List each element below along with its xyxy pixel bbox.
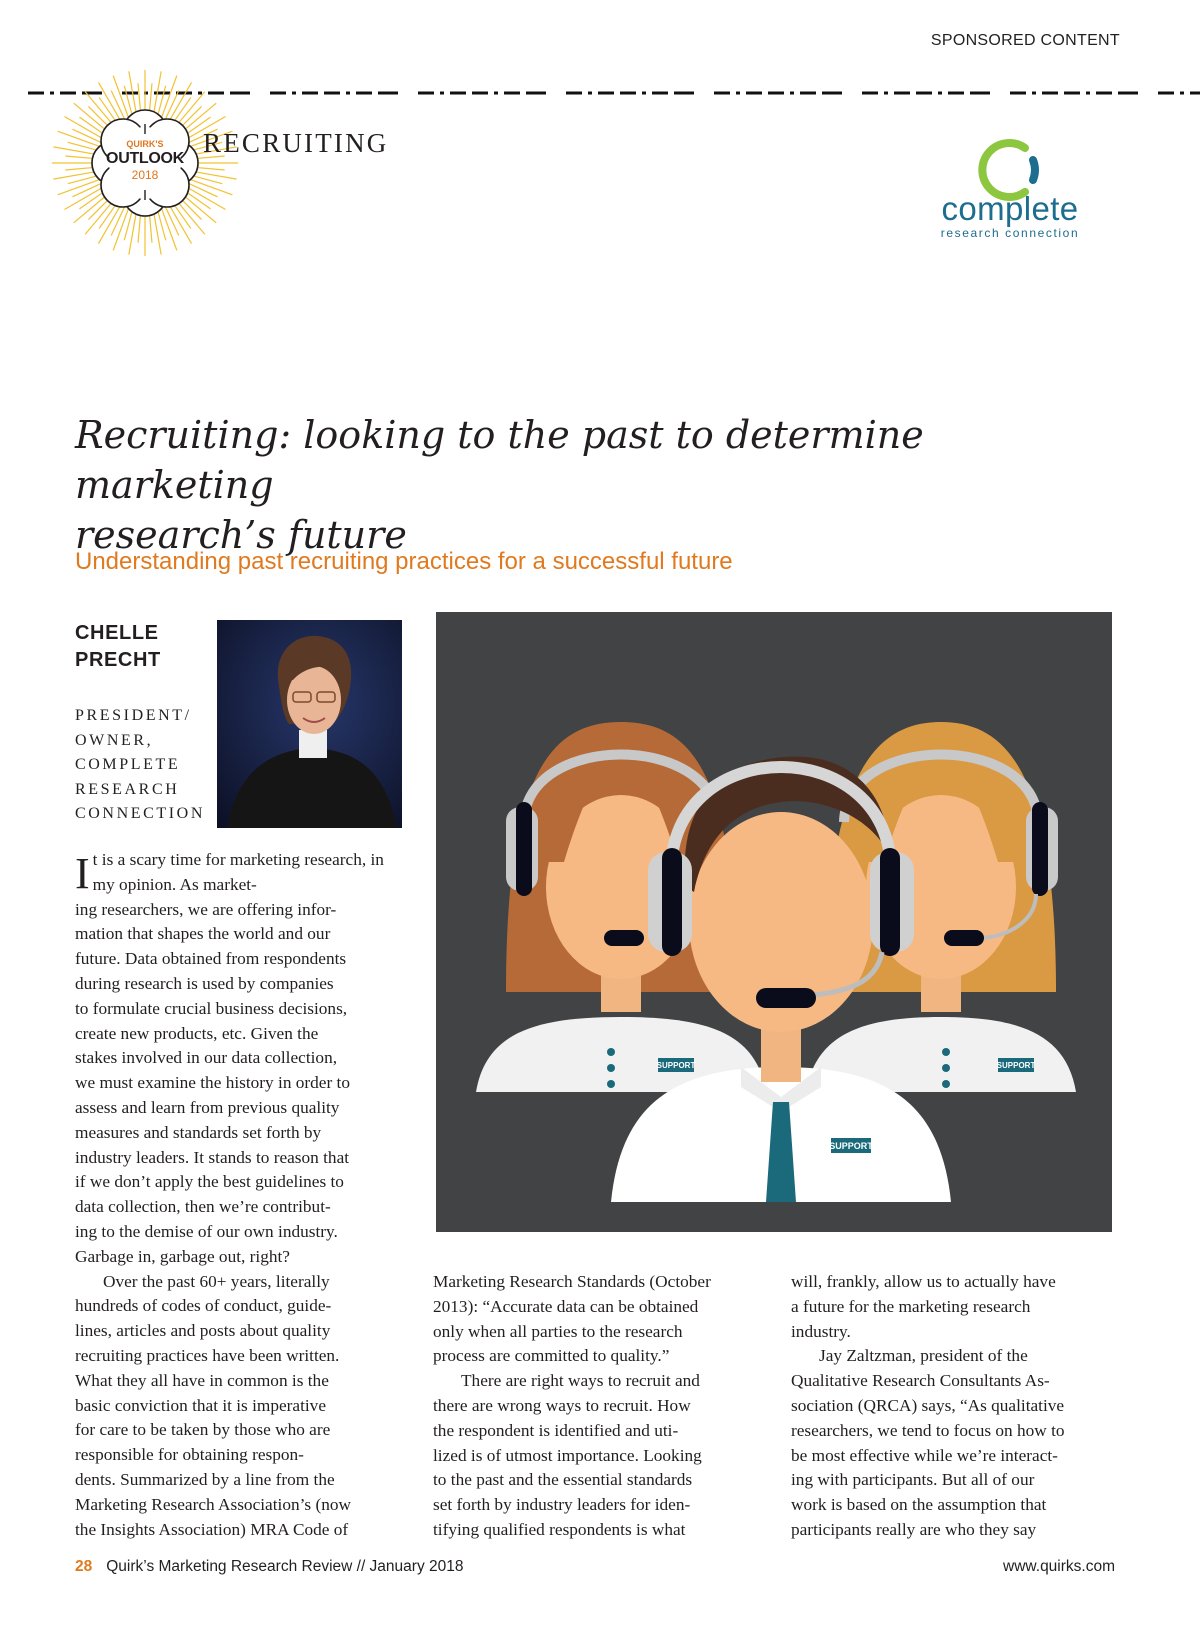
- article-subtitle: Understanding past recruiting practices for a successful future: [75, 548, 733, 575]
- article-title-line: research’s future: [75, 513, 407, 557]
- body-line: Garbage in, garbage out, right?: [75, 1246, 290, 1266]
- body-line: there are wrong ways to recruit. How: [433, 1395, 691, 1415]
- author-name: [75, 620, 205, 674]
- badge-ray: [124, 86, 132, 117]
- badge-text: [91, 140, 199, 181]
- body-line: future. Data obtained from respondents: [75, 949, 347, 969]
- body-line: basic conviction that it is imperative: [75, 1395, 326, 1415]
- badge-ray: [85, 92, 114, 126]
- publication-name: Quirk’s Marketing Research Review // January 2018: [106, 1558, 464, 1575]
- body-line: Qualitative Research Consultants As-: [791, 1371, 1050, 1391]
- support-badge-label: SUPPORT: [829, 1141, 873, 1151]
- body-line: What they all have in common is the: [75, 1370, 329, 1390]
- body-line: lines, articles and posts about quality: [75, 1321, 331, 1341]
- body-line: Marketing Research Standards (October: [433, 1272, 711, 1291]
- body-line: responsible for obtaining respon-: [75, 1445, 304, 1465]
- body-line: be most effective while we’re interact-: [791, 1445, 1058, 1465]
- body-line: we must examine the history in order to: [75, 1073, 350, 1093]
- badge-ray: [74, 194, 108, 223]
- body-line: Marketing Research Association’s (now: [75, 1494, 351, 1514]
- body-line: if we don’t apply the best guidelines to: [75, 1172, 344, 1192]
- body-column-3: [791, 1270, 1121, 1543]
- body-line: during research is used by companies: [75, 973, 334, 993]
- publication-url: www.quirks.com: [1003, 1558, 1115, 1575]
- body-line: for care to be taken by those who are: [75, 1420, 331, 1440]
- body-line: create new products, etc. Given the: [75, 1023, 319, 1043]
- body-line: mation that shapes the world and our: [75, 924, 331, 944]
- body-text: t is a scary time for marketing research, in my opinion. As market-: [92, 850, 384, 894]
- call-center-support-illustration: [436, 612, 1112, 1232]
- body-line: lized is of utmost importance. Looking: [433, 1445, 702, 1465]
- sponsored-content-label: SPONSORED CONTENT: [930, 32, 1120, 49]
- badge-quirks-label: QUIRK'S: [126, 139, 164, 149]
- body-line: hundreds of codes of conduct, guide-: [75, 1296, 332, 1316]
- body-column-1: [75, 848, 405, 1542]
- body-line: ing with participants. But all of our: [791, 1470, 1035, 1490]
- body-lines: [75, 898, 405, 1543]
- body-line: industry.: [791, 1321, 851, 1341]
- body-line: researchers, we tend to focus on how to: [791, 1420, 1065, 1440]
- body-line: recruiting practices have been written.: [75, 1345, 340, 1365]
- body-line: data collection, then we’re contribut-: [75, 1197, 331, 1217]
- badge-year-label: 2018: [131, 168, 159, 182]
- body-line: only when all parties to the research: [433, 1321, 683, 1341]
- badge-ray: [124, 209, 132, 240]
- body-line: Jay Zaltzman, president of the: [819, 1346, 1028, 1366]
- badge-ray: [157, 209, 165, 240]
- body-line: 2013): “Accurate data can be obtained: [433, 1296, 699, 1316]
- body-line: ing to the demise of our own industry.: [75, 1221, 338, 1241]
- body-paragraph: [75, 848, 405, 898]
- support-badge-label: SUPPORT: [996, 1061, 1036, 1070]
- author-role-line: PRESIDENT/: [75, 707, 192, 724]
- body-line: process are committed to quality.”: [433, 1346, 670, 1366]
- body-line: participants really are who they say: [791, 1519, 1037, 1539]
- badge-outlook-label: OUTLOOK: [106, 150, 184, 167]
- support-badge-label: SUPPORT: [656, 1061, 696, 1070]
- badge-ray: [176, 92, 205, 126]
- logo-wordmark: complete: [941, 190, 1079, 227]
- body-line: the respondent is identified and uti-: [433, 1420, 679, 1440]
- body-line: set forth by industry leaders for iden-: [433, 1495, 691, 1515]
- body-line: ing researchers, we are offering infor-: [75, 899, 337, 919]
- body-line: sociation (QRCA) says, “As qualitative: [791, 1395, 1065, 1415]
- body-line: to the past and the essential standards: [433, 1470, 693, 1490]
- body-line: industry leaders. It stands to reason that: [75, 1147, 350, 1167]
- page-number: 28: [75, 1558, 93, 1575]
- drop-cap: I: [75, 849, 90, 898]
- author-role-line: OWNER,: [75, 731, 154, 749]
- body-line: to formulate crucial business decisions,: [75, 998, 348, 1018]
- body-line: the Insights Association) MRA Code of: [75, 1519, 349, 1539]
- author-role-line: COMPLETE: [75, 756, 181, 773]
- body-line: Over the past 60+ years, literally: [103, 1271, 330, 1291]
- badge-ray: [182, 194, 216, 223]
- logo-tagline: research connection: [940, 226, 1080, 240]
- body-line: will, frankly, allow us to actually have: [791, 1272, 1056, 1291]
- body-line: There are right ways to recruit and: [461, 1371, 700, 1391]
- author-name-line: CHELLE: [75, 622, 159, 644]
- body-line: work is based on the assumption that: [791, 1495, 1047, 1515]
- body-line: measures and standards set forth by: [75, 1122, 322, 1142]
- page-footer: [75, 1558, 1115, 1576]
- body-line: dents. Summarized by a line from the: [75, 1469, 335, 1489]
- author-role-line: CONNECTION: [75, 805, 205, 822]
- author-photo: [217, 620, 402, 828]
- badge-ray: [74, 103, 108, 132]
- author-role-line: RESEARCH: [75, 780, 180, 798]
- body-line: a future for the marketing research: [791, 1296, 1031, 1316]
- section-label: RECRUITING: [203, 128, 389, 158]
- body-line: assess and learn from previous quality: [75, 1097, 340, 1117]
- body-line: stakes involved in our data collection,: [75, 1048, 338, 1068]
- badge-ray: [85, 200, 114, 234]
- badge-ray: [176, 200, 205, 234]
- body-line: tifying qualified respondents is what: [433, 1519, 686, 1539]
- body-column-2: [433, 1270, 763, 1543]
- author-role: [75, 704, 215, 827]
- article-title-line: Recruiting: looking to the past to determine marketing: [75, 413, 924, 507]
- author-name-line: PRECHT: [75, 649, 161, 671]
- article-title: [75, 410, 1075, 560]
- badge-ray: [157, 86, 165, 117]
